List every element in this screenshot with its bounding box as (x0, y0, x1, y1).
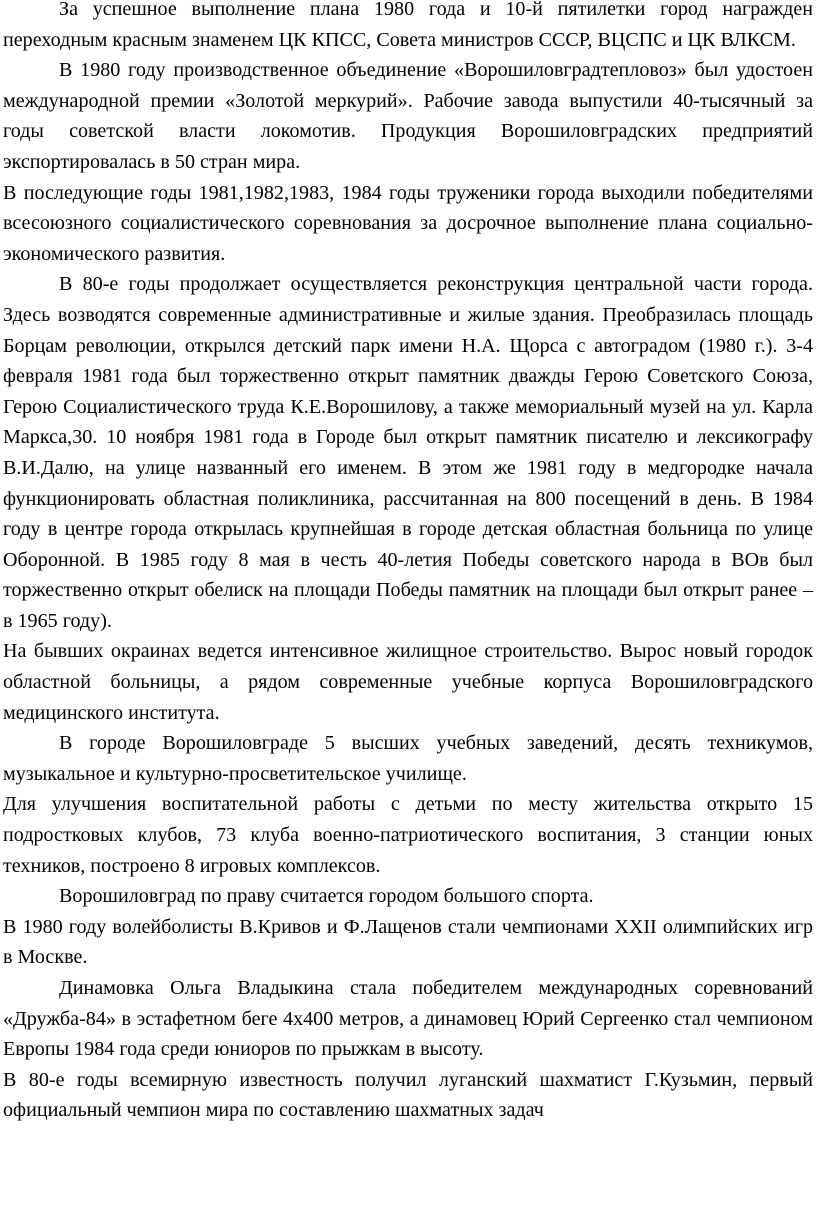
document-body (3, 0, 813, 1126)
paragraph-reconstruction: В 80-е годы продолжает осуществляется реконструкция центральной части города. Здесь возводятся современные административные и жилые здания. Преобразилась площадь Борцам революции, открылся детский парк имени Н.А. Щорса с автоградом (1980 г.). 3-4 февраля 1981 года был торжественно открыт памятник дважды Герою Советского Союза, Герою Социалистического труда К.Е.Ворошилову, а также мемориальный музей на ул. Карла Маркса,30. 10 ноября 1981 года в Городе был открыт памятник писателю и лексикографу В.И.Далю, на улице названный его именем. В этом же 1981 году в медгородке начала функционировать областная поликлиника, рассчитанная на 800 посещений в день. В 1984 году в центре города открылась крупнейшая в городе детская областная больница по улице Оборонной. В 1985 году 8 мая в честь 40-летия Победы советского народа в ВОв был торжественно открыт обелиск на площади Победы памятник на площади был открыт ранее – в 1965 году). (3, 273, 813, 632)
paragraph-athletics: Динамовка Ольга Владыкина стала победителем международных соревнований «Дружба-84» в эстафетном беге 4х400 метров, а динамовец Юрий Сергеенко стал чемпионом Европы 1984 года среди юниоров по прыжкам в высоту. (3, 977, 813, 1061)
paragraph-teplovoz-award: В 1980 году производственное объединение «Ворошиловградтепловоз» был удостоен международной премии «Золотой меркурий». Рабочие завода выпустили 40-тысячный за годы советской власти локомотив. Продукция Ворошиловградских предприятий экспортировалась в 50 стран мира. (3, 59, 813, 173)
paragraph-youth-clubs: Для улучшения воспитательной работы с детьми по месту жительства открыто 15 подростковых клубов, 73 клуба военно-патриотического воспитания, 3 станции юных техников, построено 8 игровых комплексов. (3, 793, 813, 877)
paragraph-housing: На бывших окраинах ведется интенсивное жилищное строительство. Вырос новый городок областной больницы, а рядом современные учебные корпуса Ворошиловградского медицинского института. (3, 640, 813, 724)
paragraph-chess: В 80-е годы всемирную известность получил луганский шахматист Г.Кузьмин, первый официальный чемпион мира по составлению шахматных задач (3, 1068, 813, 1122)
paragraph-competition-winners: В последующие годы 1981,1982,1983, 1984 годы труженики города выходили победителями всесоюзного социалистического соревнования за досрочное выполнение плана социально-экономического развития. (3, 181, 813, 265)
paragraph-volleyball: В 1980 году волейболисты В.Кривов и Ф.Лащенов стали чемпионами XXII олимпийских игр в Москве. (3, 915, 813, 969)
paragraph-education: В городе Ворошиловграде 5 высших учебных заведений, десять техникумов, музыкальное и культурно-просветительское училище. (3, 732, 813, 785)
paragraph-sport-city: Ворошиловград по праву считается городом большого спорта. (59, 885, 594, 908)
paragraph-banner-award: За успешное выполнение плана 1980 года и 10-й пятилетки город награжден переходным красным знаменем ЦК КПСС, Совета министров СССР, ВЦСПС и ЦК ВЛКСМ. (3, 0, 813, 51)
